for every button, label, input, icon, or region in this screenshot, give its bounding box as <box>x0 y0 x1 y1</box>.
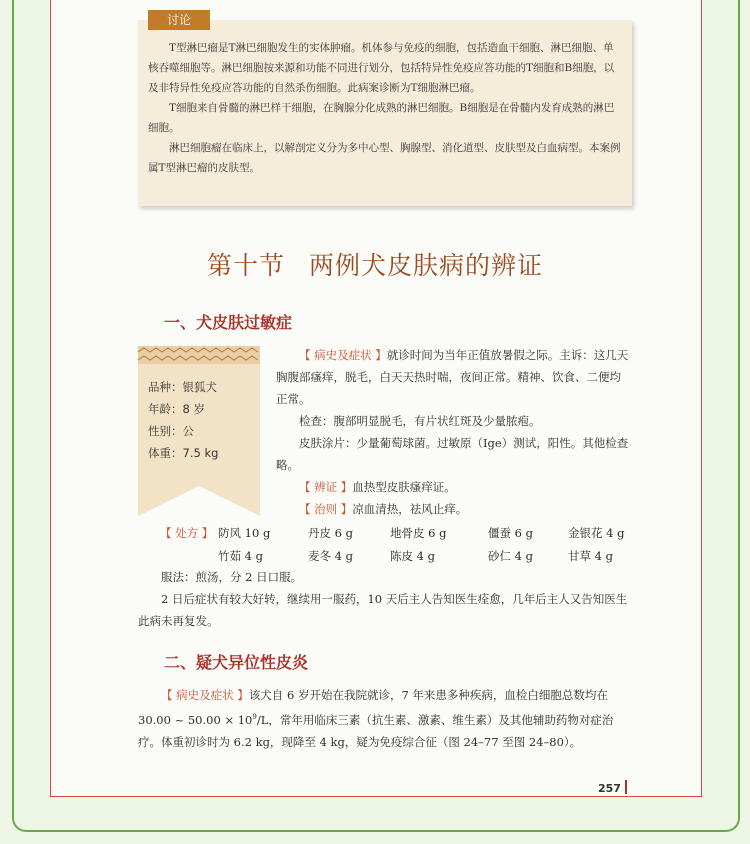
prescription-item: 防风 10 g <box>218 526 271 540</box>
discussion-paragraph: 淋巴细胞瘤在临床上，以解剖定义分为多中心型、胸腺型、消化道型、皮肤型及白血病型。本案例属T型淋巴瘤的皮肤型。 <box>148 142 621 174</box>
case1-heading: 一、犬皮肤过敏症 <box>164 313 293 332</box>
discussion-paragraph: T细胞来自骨髓的淋巴样干细胞，在胸腺分化成熟的淋巴细胞。B细胞是在骨髓内发育成熟的淋巴细胞。 <box>148 102 615 134</box>
prescription-item: 僵蚕 6 g <box>488 526 533 540</box>
pet-sex: 性别：公 <box>148 424 194 438</box>
discussion-paragraph: T型淋巴瘤是T淋巴细胞发生的实体肿瘤。机体参与免疫的细胞，包括造血干细胞、淋巴细胞、单核吞噬细胞等。淋巴细胞按来源和功能不同进行划分，包括特异性免疫应答功能的T细胞和B细胞，以及非特异性免疫应答功能的自然杀伤细胞。此病案诊断为T细胞淋巴瘤。 <box>148 42 615 94</box>
history-text: 就诊时间为当年正值放暑假之际。主诉：这几天胸腹部瘙痒，脱毛，白天天热时喘，夜间正常。精神、饮食、二便均正常。 <box>276 348 629 406</box>
page-number-bar <box>625 780 627 794</box>
case2-heading: 二、疑犬异位性皮炎 <box>164 653 309 672</box>
discussion-tag: 讨论 <box>148 10 210 30</box>
prescription-item: 麦冬 4 g <box>308 549 353 563</box>
section-title <box>0 246 750 282</box>
case2-history <box>138 684 632 753</box>
exponent: 9 <box>252 713 257 721</box>
pet-info <box>148 376 258 464</box>
usage-text: 服法：煎汤，分 2 日口服。 <box>161 570 303 584</box>
page-number: 257 <box>598 782 621 795</box>
prescription-item: 丹皮 6 g <box>308 526 353 540</box>
outcome-text: 2 日后症状有较大好转，继续用一服药，10 天后主人告知医生痊愈，几年后主人又告知医生此病未再复发。 <box>138 592 628 628</box>
pet-breed: 品种：银狐犬 <box>148 380 217 394</box>
prescription-tag: 【 处方 】 <box>160 526 214 540</box>
history-tag: 【 病史及症状 】 <box>161 688 249 702</box>
case1-followup <box>138 566 632 632</box>
prescription-item: 地骨皮 6 g <box>390 526 447 540</box>
pet-weight: 体重：7.5 kg <box>148 446 219 460</box>
prescription-item: 砂仁 4 g <box>488 549 533 563</box>
prescription-item: 金银花 4 g <box>568 526 625 540</box>
prescription-item: 陈皮 4 g <box>390 549 435 563</box>
history-text-b: /L，常年用临床三素（抗生素、激素、维生素）及其他辅助药物对症治疗。体重初诊时为 6.2 kg，现降至 4 kg，疑为免疫综合征（图 24–77 至图 24–80）。 <box>138 712 614 749</box>
section-name: 两例犬皮肤病的辨证 <box>309 251 544 280</box>
pet-age: 年龄：8 岁 <box>148 402 205 416</box>
prescription-item: 竹茹 4 g <box>218 549 263 563</box>
history-text-a: 该犬自 6 岁开始在我院就诊，7 年来患多种疾病，血检白细胞总数均在 30.00 ~ 50.00 × 10 <box>138 688 608 727</box>
treatment-tag: 【 治则 】 <box>299 502 353 516</box>
exam-text: 检查：腹部明显脱毛，有片状红斑及少量脓疱。 <box>299 414 541 428</box>
section-number: 第十节 <box>206 251 285 280</box>
discussion-text <box>148 38 622 178</box>
history-tag: 【 病史及症状 】 <box>299 348 387 362</box>
diagnosis-text: 血热型皮肤瘙痒证。 <box>352 480 456 494</box>
treatment-text: 凉血清热，祛风止痒。 <box>352 502 468 516</box>
case1-history <box>276 344 632 520</box>
smear-text: 皮肤涂片：少量葡萄球菌。过敏原（Ige）测试，阳性。其他检查略。 <box>276 436 629 472</box>
diagnosis-tag: 【 辨证 】 <box>299 480 353 494</box>
prescription-item: 甘草 4 g <box>568 549 613 563</box>
